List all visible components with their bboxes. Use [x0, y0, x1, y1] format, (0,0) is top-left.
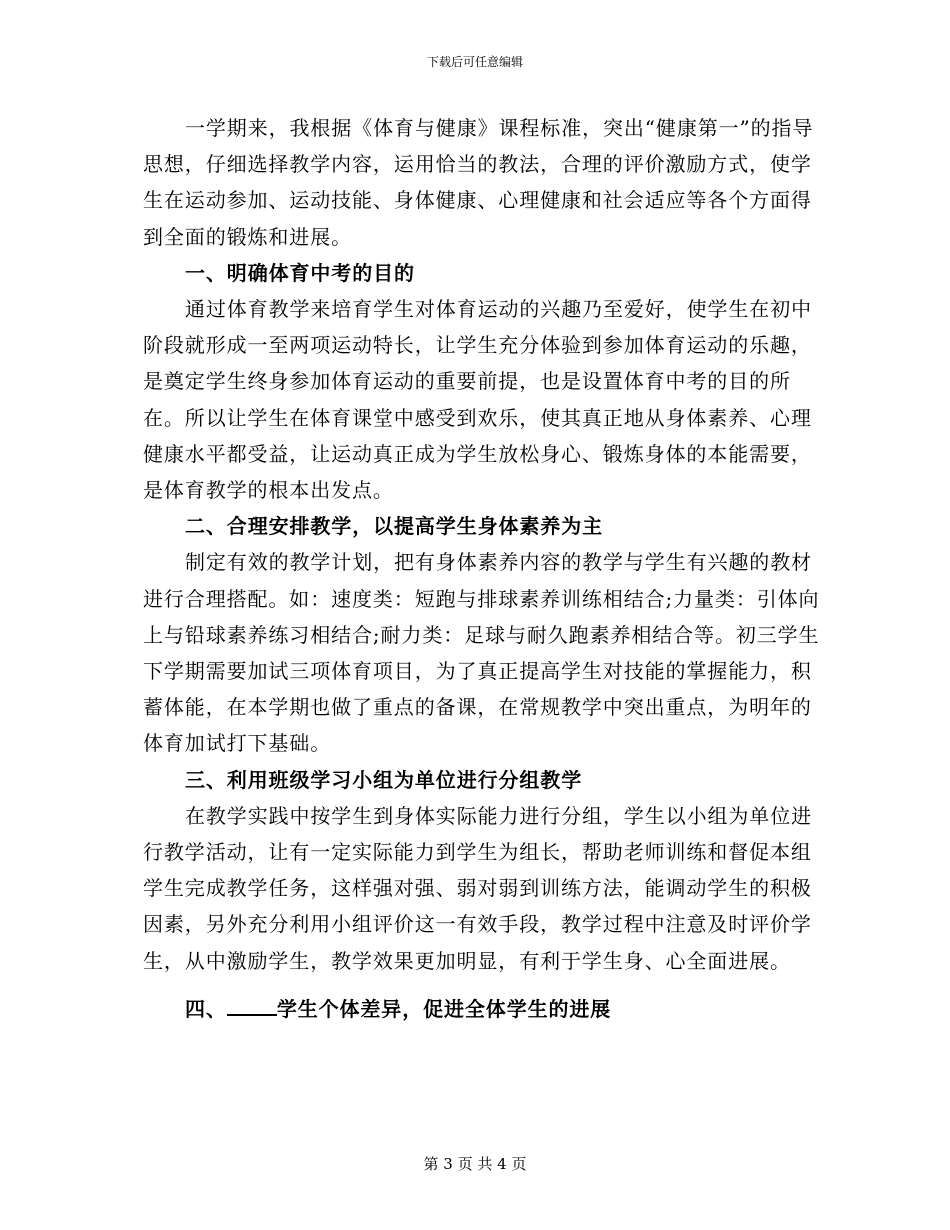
page-header-note: 下载后可任意编辑 — [426, 55, 523, 69]
section-1-paragraph: 通过体育教学来培育学生对体育运动的兴趣乃至爱好，使学生在初中阶段就形成一至两项运动特长，让学生充分体验到参加体育运动的乐趣，是奠定学生终身参加体育运动的重要前提，也是设置体育中考的目的所在。所以让学生在体育课堂中感受到欢乐，使其真正地从身体素养、心理健康水平都受益，让运动真正成为学生放松身心、锻炼身体的本能需要，是体育教学的根本出发点。 — [143, 297, 812, 503]
fill-in-blank — [227, 992, 277, 1016]
section-1-heading: 一、明确体育中考的目的 — [185, 260, 415, 285]
section-3-paragraph: 在教学实践中按学生到身体实际能力进行分组，学生以小组为单位进行教学活动，让有一定实际能力到学生为组长，帮助老师训练和督促本组学生完成教学任务，这样强对强、弱对弱到训练方法，能调动学生的积极因素，另外充分利用小组评价这一有效手段，教学过程中注意及时评价学生，从中激励学生，教学效果更加明显，有利于学生身、心全面进展。 — [143, 803, 812, 973]
section-2-heading: 二、合理安排教学，以提高学生身体素养为主 — [185, 514, 603, 539]
section-4-heading — [143, 991, 823, 1027]
section-4-heading-suffix: 学生个体差异，促进全体学生的进展 — [276, 996, 612, 1021]
page-number: 第 3 页 共 4 页 — [423, 1155, 527, 1173]
document-body — [143, 110, 823, 1027]
intro-paragraph: 一学期来，我根据《体育与健康》课程标准，突出“健康第一”的指导思想，仔细选择教学内容，运用恰当的教法，合理的评价激励方式，使学生在运动参加、运动技能、身体健康、心理健康和社会适应等各个方面得到全面的锻炼和进展。 — [143, 116, 814, 249]
section-3-heading: 三、利用班级学习小组为单位进行分组教学 — [185, 767, 583, 792]
section-4-heading-prefix: 四、 — [185, 996, 227, 1021]
section-2-paragraph: 制定有效的教学计划，把有身体素养内容的教学与学生有兴趣的教材进行合理搭配。如：速度类：短跑与排球素养训练相结合;力量类：引体向上与铅球素养练习相结合;耐力类：足球与耐久跑素养相结合等。初三学生下学期需要加试三项体育项目，为了真正提高学生对技能的掌握能力，积蓄体能，在本学期也做了重点的备课，在常规教学中突出重点，为明年的体育加试打下基础。 — [143, 550, 820, 756]
